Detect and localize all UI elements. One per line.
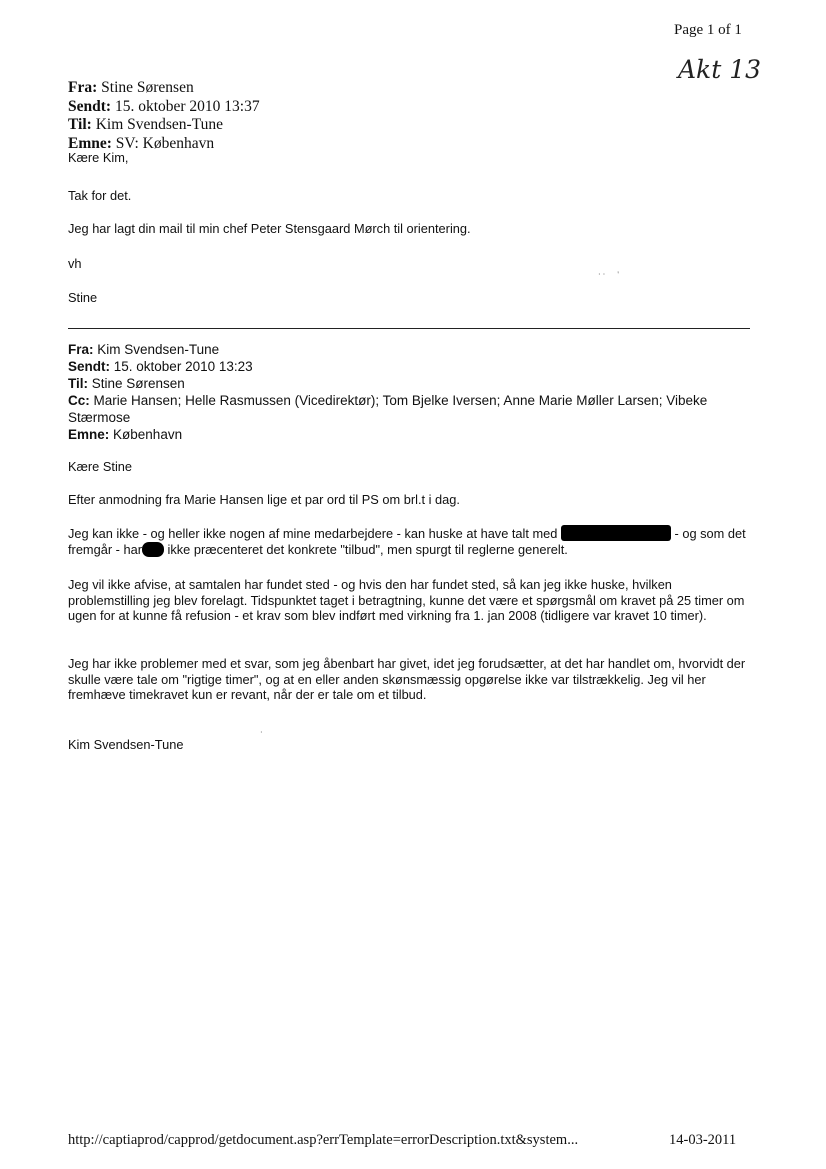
message1-subject-row: Emne: SV: København: [68, 134, 215, 152]
message2-subject-row: Emne: København: [68, 427, 183, 442]
message2-subject: København: [113, 427, 183, 442]
message2-from-row: Fra: Kim Svendsen-Tune: [68, 342, 220, 357]
message2-cc-row: Cc: Marie Hansen; Helle Rasmussen (Vicedirektør); Tom Bjelke Iversen; Anne Marie Møller Larsen; Vibeke Stærmose: [68, 393, 708, 425]
message1-greeting: Kære Kim,: [68, 150, 129, 165]
message1-subject: SV: København: [115, 134, 215, 152]
message2-sent-row: Sendt: 15. oktober 2010 13:23: [68, 359, 253, 374]
message2-paragraph-1: Efter anmodning fra Marie Hansen lige et par ord til PS om brl.t i dag.: [68, 492, 460, 507]
footer-date: 14-03-2011: [669, 1132, 737, 1148]
message1-to-row: Til: Kim Svendsen-Tune: [68, 116, 224, 133]
message1-signature: Stine: [68, 290, 98, 305]
message1-sent-row: Sendt: 15. oktober 2010 13:37: [68, 97, 260, 115]
message1-header: [68, 79, 260, 153]
message1-line: Jeg har lagt din mail til min chef Peter Stensgaard Mørch til orientering.: [68, 221, 471, 236]
message2-to-row: Til: Stine Sørensen: [68, 376, 185, 391]
print-footer: [68, 1132, 737, 1149]
handwritten-note: Akt 13: [678, 55, 762, 84]
message2-from: Kim Svendsen-Tune: [97, 342, 220, 357]
scan-speck: · · ': [598, 270, 619, 279]
redaction-block: [561, 525, 671, 541]
message1-closing: vh: [68, 256, 82, 271]
page-number: Page 1 of 1: [674, 22, 742, 38]
message1-to: Kim Svendsen-Tune: [95, 116, 224, 133]
message1-sent: 15. oktober 2010 13:37: [114, 97, 260, 115]
message2-paragraph-4: Jeg har ikke problemer med et svar, som jeg åbenbart har givet, idet jeg forudsætter, at det har handlet om, hvorvidt der skulle være tale om "rigtige timer", og at en eller anden skønsmæssig opgørelse ikke var tilstrækkelig. Jeg vil her fremhæve timekravet kun er revant, når der er tale om et tilbud.: [68, 656, 746, 703]
message-divider: [68, 328, 750, 329]
handwritten-annotation: [676, 50, 796, 98]
message1-from-row: Fra: Stine Sørensen: [68, 79, 194, 96]
redaction-block: [142, 542, 164, 557]
message1-line: Tak for det.: [68, 188, 132, 203]
message2-paragraph-3: Jeg vil ikke afvise, at samtalen har fundet sted - og hvis den har fundet sted, så kan jeg ikke huske, hvilken problemstilling jeg blev forelagt. Tidspunktet taget i betragtning, kunne det være et spørgsmål om kravet på 25 timer om ugen for at kunne få refusion - et krav som blev indført med virkning fra 1. jan 2008 (tidligere var kravet 10 timer).: [68, 577, 745, 624]
message1-from: Stine Sørensen: [101, 79, 194, 96]
message2-cc: Marie Hansen; Helle Rasmussen (Vicedirektør); Tom Bjelke Iversen; Anne Marie Møller Larsen; Vibeke Stærmose: [68, 393, 708, 425]
message2-sent: 15. oktober 2010 13:23: [113, 359, 253, 374]
footer-url: http://captiaprod/capprod/getdocument.asp?errTemplate=errorDescription.txt&system...: [68, 1132, 579, 1148]
message2-signature: Kim Svendsen-Tune: [68, 737, 184, 752]
scan-speck: ·: [260, 728, 263, 737]
message2-greeting: Kære Stine: [68, 459, 133, 474]
message2-to: Stine Sørensen: [91, 376, 185, 391]
message2-paragraph-2: Jeg kan ikke - og heller ikke nogen af mine medarbejdere - kan huske at have talt med - og som det fremgår - har ikke præcenteret det konkrete "tilbud", men spurgt til reglerne generelt.: [68, 526, 746, 557]
message2-header: [68, 341, 748, 443]
